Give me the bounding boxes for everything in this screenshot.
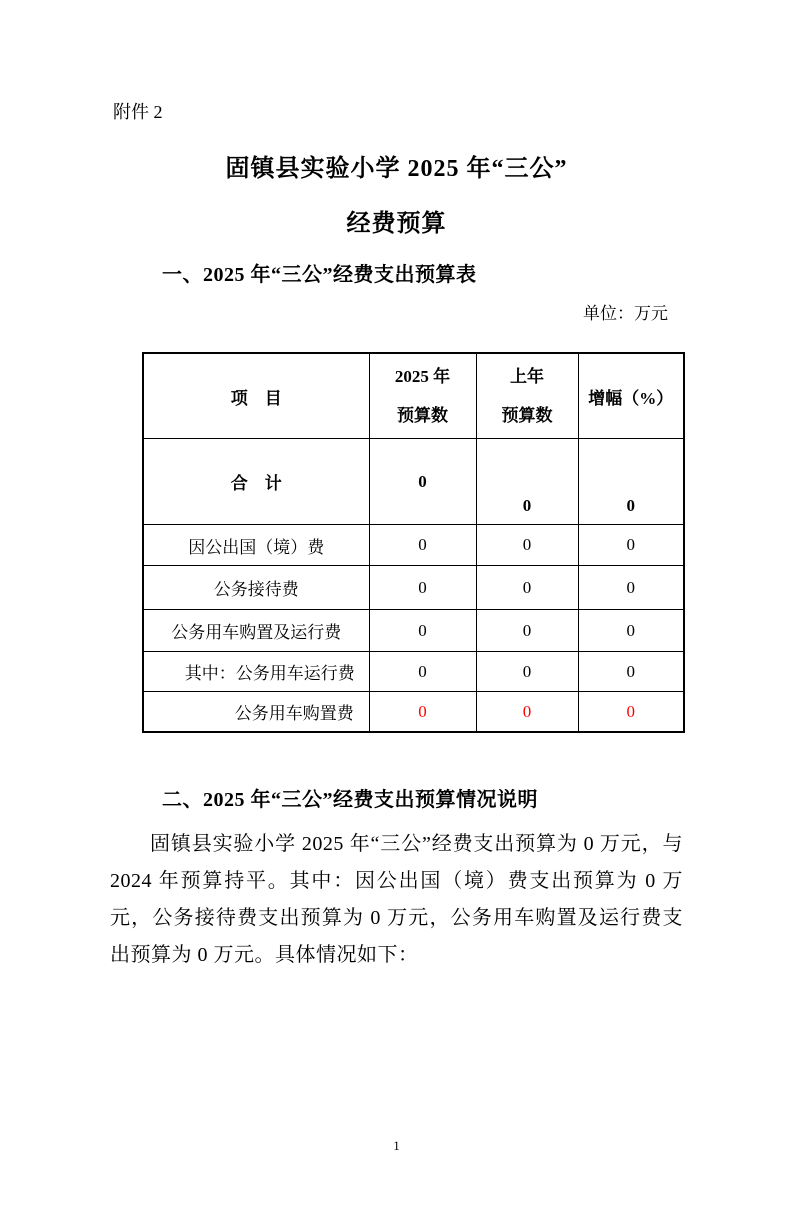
unit-note: 单位：万元 [583,304,668,323]
table-row-vehicle-purchase [143,692,684,733]
attachment-label: 附件 2 [113,102,163,122]
header-2025-budget [369,353,476,439]
cell-2025-value: 0 [369,610,476,652]
page-number: 1 [393,1138,400,1153]
header-item: 项 目 [143,353,369,439]
cell-prev-value: 0 [476,652,578,692]
row-label: 合 计 [143,439,369,525]
table-row-reception [143,566,684,610]
cell-2025-value: 0 [369,692,476,733]
cell-2025-value: 0 [369,439,476,525]
cell-growth-value: 0 [578,652,684,692]
document-title [0,142,793,252]
row-label: 公务用车购置及运行费 [143,610,369,652]
header-prev-line1: 上年 [510,367,544,386]
table-header-row [143,353,684,439]
header-growth: 增幅（%） [578,353,684,439]
cell-prev-value: 0 [476,566,578,610]
table-row-abroad [143,525,684,566]
header-prev-line2: 预算数 [501,406,553,425]
cell-growth-value: 0 [578,692,684,733]
cell-growth-value: 0 [578,610,684,652]
header-2025-line1: 2025 年 [394,367,451,386]
section2-paragraph: 固镇县实验小学 2025 年“三公”经费支出预算为 0 万元，与 2024 年预算持平。其中：因公出国（境）费支出预算为 0 万元，公务接待费支出预算为 0 万元，公务用车购置及运行费支出预算为 0 万元。具体情况如下： [110,833,683,966]
row-label: 公务接待费 [143,566,369,610]
document-title-line1: 固镇县实验小学 2025 年“三公” [225,156,568,182]
cell-growth-value: 0 [578,439,684,525]
budget-table [142,352,685,733]
cell-prev-value: 0 [476,610,578,652]
document-page [0,100,793,1222]
cell-2025-value: 0 [369,566,476,610]
table-row-total [143,439,684,525]
cell-prev-value: 0 [476,525,578,566]
table-row-vehicle-total [143,610,684,652]
section2-heading: 二、2025 年“三公”经费支出预算情况说明 [162,789,538,811]
cell-2025-value: 0 [369,652,476,692]
table-row-vehicle-operation [143,652,684,692]
cell-2025-value: 0 [369,525,476,566]
section1-heading: 一、2025 年“三公”经费支出预算表 [162,264,477,286]
cell-prev-value: 0 [476,692,578,733]
row-label: 其中：公务用车运行费 [143,652,369,692]
document-title-line2: 经费预算 [346,211,447,237]
header-prev-budget [476,353,578,439]
header-2025-line2: 预算数 [397,406,448,425]
cell-growth-value: 0 [578,525,684,566]
row-label: 公务用车购置费 [143,692,369,733]
cell-growth-value: 0 [578,566,684,610]
cell-prev-value: 0 [476,439,578,525]
row-label: 因公出国（境）费 [143,525,369,566]
